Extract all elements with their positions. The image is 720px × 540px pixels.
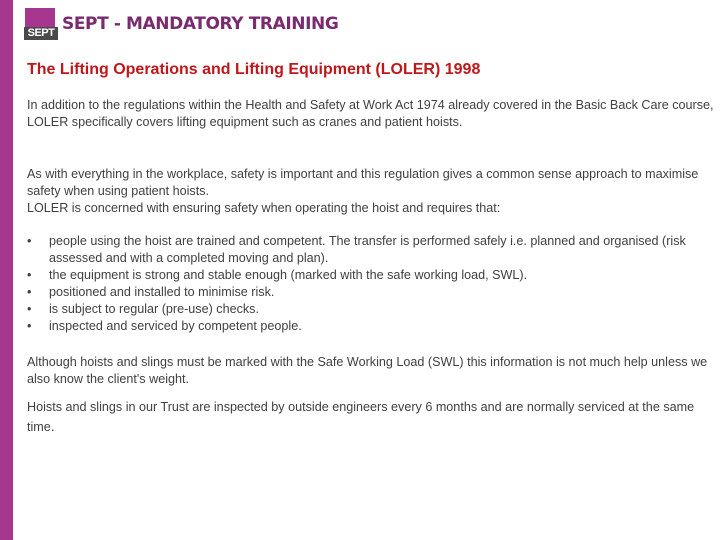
safety-paragraph-line: As with everything in the workplace, safety is important and this regulation gives a common sense approach to maximise safety when using patient hoists.	[27, 167, 699, 198]
list-item-text: the equipment is strong and stable enough (marked with the safe working load, SWL).	[49, 268, 528, 282]
bullet: •	[27, 285, 32, 299]
safety-paragraph	[27, 166, 717, 217]
bullet: •	[27, 302, 32, 316]
bullet: •	[27, 234, 32, 248]
list-item	[27, 318, 707, 335]
logo-square	[25, 8, 55, 28]
slide-title: The Lifting Operations and Lifting Equipment (LOLER) 1998	[27, 61, 481, 78]
logo-text: SEPT	[24, 27, 58, 40]
list-item-text: inspected and serviced by competent people.	[49, 319, 302, 333]
list-item	[27, 267, 707, 284]
sept-logo	[24, 8, 58, 40]
header-title: SEPT - MANDATORY TRAINING	[62, 14, 339, 34]
inspection-paragraph	[27, 398, 717, 437]
inspection-paragraph-text: Hoists and slings in our Trust are inspected by outside engineers every 6 months and are normally serviced at the same time	[27, 400, 695, 434]
inspection-paragraph-period: .	[50, 418, 55, 434]
list-item-text: positioned and installed to minimise risk.	[49, 285, 275, 299]
bullet: •	[27, 319, 32, 333]
requirements-list	[27, 233, 707, 335]
list-item	[27, 233, 707, 267]
bullet: •	[27, 268, 32, 282]
list-item-text: people using the hoist are trained and competent. The transfer is performed safely i.e. planned and organised (risk assessed and with a completed moving and plan).	[49, 234, 686, 265]
page-header	[24, 8, 424, 42]
list-item	[27, 284, 707, 301]
swl-paragraph: Although hoists and slings must be marked with the Safe Working Load (SWL) this information is not much help unless we also know the client's weight.	[27, 355, 708, 386]
list-item-text: is subject to regular (pre-use) checks.	[49, 302, 259, 316]
list-item	[27, 301, 707, 318]
requirements-intro: LOLER is concerned with ensuring safety when operating the hoist and requires that:	[27, 201, 501, 215]
left-accent-bar	[0, 0, 13, 540]
intro-paragraph: In addition to the regulations within the Health and Safety at Work Act 1974 already covered in the Basic Back Care course, LOLER specifically covers lifting equipment such as cranes and patient hoists.	[27, 98, 714, 129]
